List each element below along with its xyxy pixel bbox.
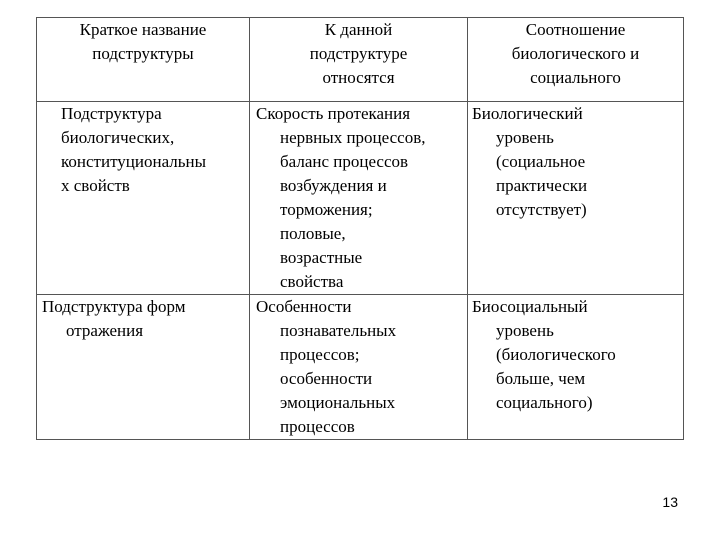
header-includes: К данной подструктуре относятся xyxy=(250,18,468,102)
cell-name: Подструктура биологических, конституциональны х свойств xyxy=(37,102,250,295)
cell-includes: Скорость протекания нервных процессов, баланс процессов возбуждения и торможения; половые, возрастные свойства xyxy=(250,102,468,295)
cell-includes: Особенности познавательных процессов; особенности эмоциональных процессов xyxy=(250,295,468,440)
header-ratio: Соотношение биологического и социального xyxy=(468,18,684,102)
table-row xyxy=(37,295,684,440)
page-number: 13 xyxy=(662,494,678,510)
cell-name: Подструктура форм отражения xyxy=(37,295,250,440)
cell-ratio: Биологический уровень (социальное практически отсутствует) xyxy=(468,102,684,295)
cell-ratio: Биосоциальный уровень (биологического больше, чем социального) xyxy=(468,295,684,440)
table-row xyxy=(37,102,684,295)
header-short-name: Краткое название подструктуры xyxy=(37,18,250,102)
table-header-row xyxy=(37,18,684,102)
substructure-table xyxy=(36,17,684,440)
